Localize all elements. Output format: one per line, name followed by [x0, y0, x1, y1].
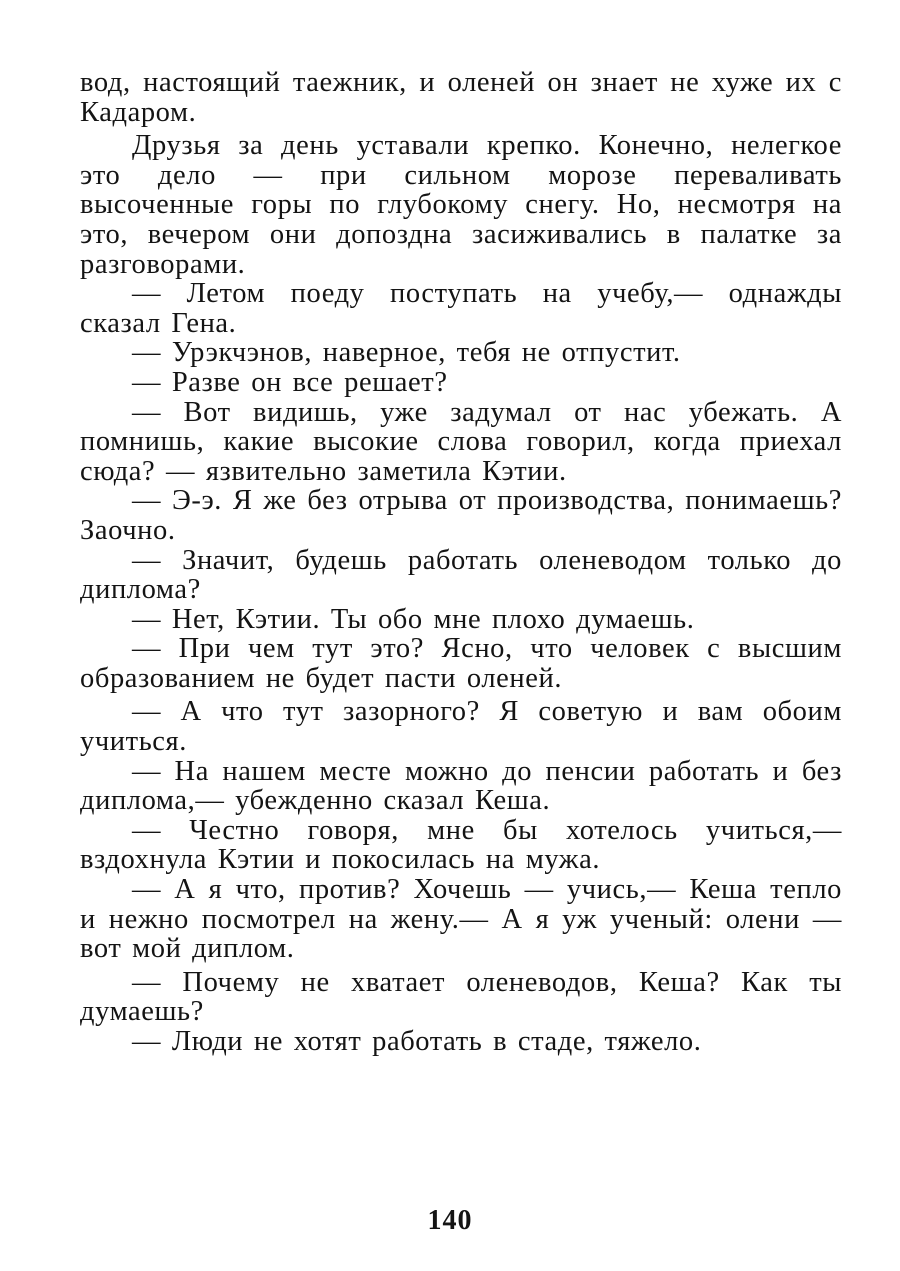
page-number: 140	[427, 1205, 473, 1236]
paragraph-2: Друзья за день уставали крепко. Конечно, нелегкое это дело — при сильном морозе переваливать высоченные горы по глубокому снегу. Но, несмотря на это, вечером они допоздна засиживались в палатке за разговорами.	[80, 130, 842, 280]
paragraph-8: — Значит, будешь работать оленеводом только до диплома?	[80, 544, 842, 606]
paragraph-5: — Разве он все решает?	[132, 366, 448, 398]
book-page-text	[80, 68, 842, 1057]
paragraph-16: — Люди не хотят работать в стаде, тяжело.	[132, 1026, 702, 1057]
paragraph-3: — Летом поеду поступать на учебу,— однажды сказал Гена.	[80, 278, 842, 339]
paragraph-1: вод, настоящий таежник, и оленей он знает не хуже их с Кадаром.	[80, 67, 842, 128]
paragraph-9: — Нет, Кэтии. Ты обо мне плохо думаешь.	[132, 603, 695, 635]
paragraph-6: — Вот видишь, уже задумал от нас убежать. А помнишь, какие высокие слова говорил, когда приехал сюда? — язвительно заметила Кэтии.	[80, 396, 842, 487]
paragraph-11: — А что тут зазорного? Я советую и вам обоим учиться.	[80, 696, 842, 758]
paragraph-14: — А я что, против? Хочешь — учись,— Кеша тепло и нежно посмотрел на жену.— А я уж ученый: олени — вот мой диплом.	[80, 874, 842, 965]
paragraph-7: — Э-э. Я же без отрыва от производства, понимаешь? Заочно.	[80, 485, 842, 546]
paragraph-12: — На нашем месте можно до пенсии работать и без диплома,— убежденно сказал Кеша.	[80, 755, 842, 817]
paragraph-15: — Почему не хватает оленеводов, Кеша? Как ты думаешь?	[80, 966, 842, 1028]
paragraph-4: — Урэкчэнов, наверное, тебя не отпустит.	[132, 337, 681, 369]
paragraph-13: — Честно говоря, мне бы хотелось учиться,— вздохнула Кэтии и покосилась на мужа.	[80, 814, 842, 876]
paragraph-10: — При чем тут это? Ясно, что человек с высшим образованием не будет пасти оленей.	[80, 633, 842, 694]
